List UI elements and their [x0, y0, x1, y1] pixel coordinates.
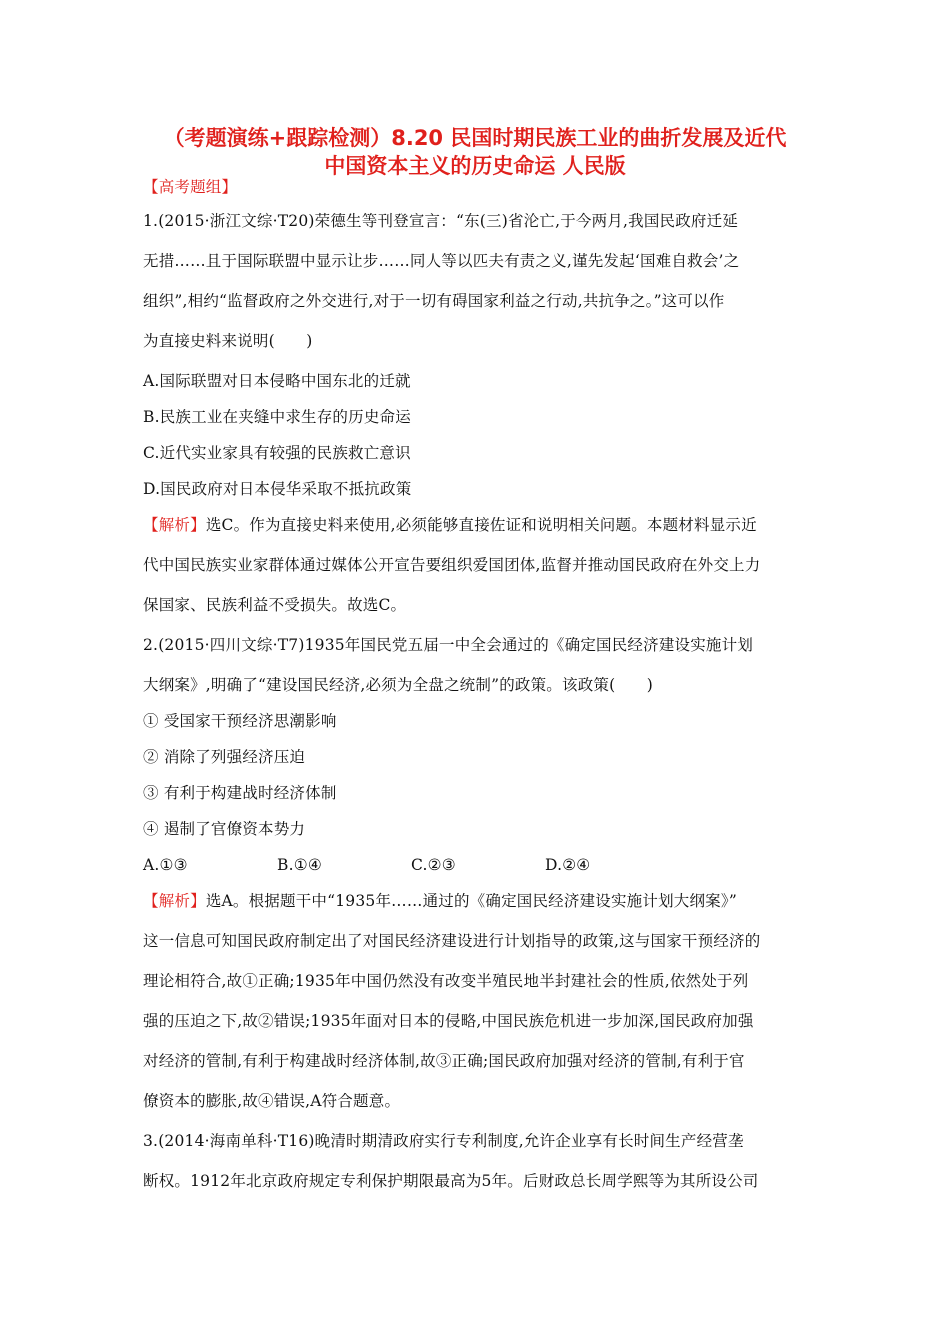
q2-analysis-line-1	[143, 890, 813, 912]
q2-item-1: ① 受国家干预经济思潮影响	[143, 712, 337, 730]
section-tag: 【高考题组】	[143, 178, 238, 196]
q3-line-2: 断权。1912年北京政府规定专利保护期限最高为5年。后财政总长周学熙等为其所设公司	[143, 1172, 759, 1190]
q2-option-d: D.②④	[545, 856, 591, 874]
q1-line-2: 无措……且于国际联盟中显示让步……同人等以匹夫有责之义,谨先发起‘国难自救会’之	[143, 252, 740, 270]
q2-option-c: C.②③	[411, 856, 456, 874]
q2-analysis-line-5: 对经济的管制,有利于构建战时经济体制,故③正确;国民政府加强对经济的管制,有利于官	[143, 1052, 745, 1070]
q1-option-d: D.国民政府对日本侵华采取不抵抗政策	[143, 480, 412, 498]
q2-analysis-line-4: 强的压迫之下,故②错误;1935年面对日本的侵略,中国民族危机进一步加深,国民政府加强	[143, 1012, 754, 1030]
q2-analysis-tag: 【解析】	[143, 892, 206, 910]
q2-analysis-line-6: 僚资本的膨胀,故④错误,A符合题意。	[143, 1092, 401, 1110]
q2-analysis-line-2: 这一信息可知国民政府制定出了对国民经济建设进行计划指导的政策,这与国家干预经济的	[143, 932, 761, 950]
q3-line-1: 3.(2014·海南单科·T16)晚清时期清政府实行专利制度,允许企业享有长时间生产经营垄	[143, 1132, 744, 1150]
q2-line-2: 大纲案》,明确了“建设国民经济,必须为全盘之统制”的政策。该政策( )	[143, 676, 653, 694]
q2-option-a: A.①③	[143, 856, 188, 874]
title-line-2: 中国资本主义的历史命运 人民版	[324, 154, 626, 178]
q1-line-3: 组织”,相约“监督政府之外交进行,对于一切有碍国家利益之行动,共抗争之。”这可以作	[143, 292, 725, 310]
q2-item-4: ④ 遏制了官僚资本势力	[143, 820, 306, 838]
title-line-1: （考题演练+跟踪检测）8.20 民国时期民族工业的曲折发展及近代	[163, 126, 787, 150]
q2-line-1: 2.(2015·四川文综·T7)1935年国民党五届一中全会通过的《确定国民经济建设实施计划	[143, 636, 754, 654]
q2-analysis-text-1: 选A。根据题干中“1935年……通过的《确定国民经济建设实施计划大纲案》”	[205, 892, 737, 910]
q1-analysis-line-1	[143, 514, 813, 536]
q1-line-4: 为直接史料来说明( )	[143, 332, 313, 350]
q1-option-b: B.民族工业在夹缝中求生存的历史命运	[143, 408, 411, 426]
q1-analysis-line-3: 保国家、民族利益不受损失。故选C。	[143, 596, 407, 614]
q1-option-c: C.近代实业家具有较强的民族救亡意识	[143, 444, 411, 462]
q1-analysis-line-2: 代中国民族实业家群体通过媒体公开宣告要组织爱国团体,监督并推动国民政府在外交上力	[143, 556, 761, 574]
q2-option-b: B.①④	[277, 856, 322, 874]
q2-item-3: ③ 有利于构建战时经济体制	[143, 784, 337, 802]
q1-line-1: 1.(2015·浙江文综·T20)荣德生等刊登宣言：“东(三)省沦亡,于今两月,我国民政府迁延	[143, 212, 739, 230]
q2-analysis-line-3: 理论相符合,故①正确;1935年中国仍然没有改变半殖民地半封建社会的性质,依然处于列	[143, 972, 749, 990]
q2-item-2: ② 消除了列强经济压迫	[143, 748, 306, 766]
q1-analysis-tag: 【解析】	[143, 516, 206, 534]
q1-analysis-text-1: 选C。作为直接史料来使用,必须能够直接佐证和说明相关问题。本题材料显示近	[205, 516, 757, 534]
q1-option-a: A.国际联盟对日本侵略中国东北的迁就	[143, 372, 411, 390]
